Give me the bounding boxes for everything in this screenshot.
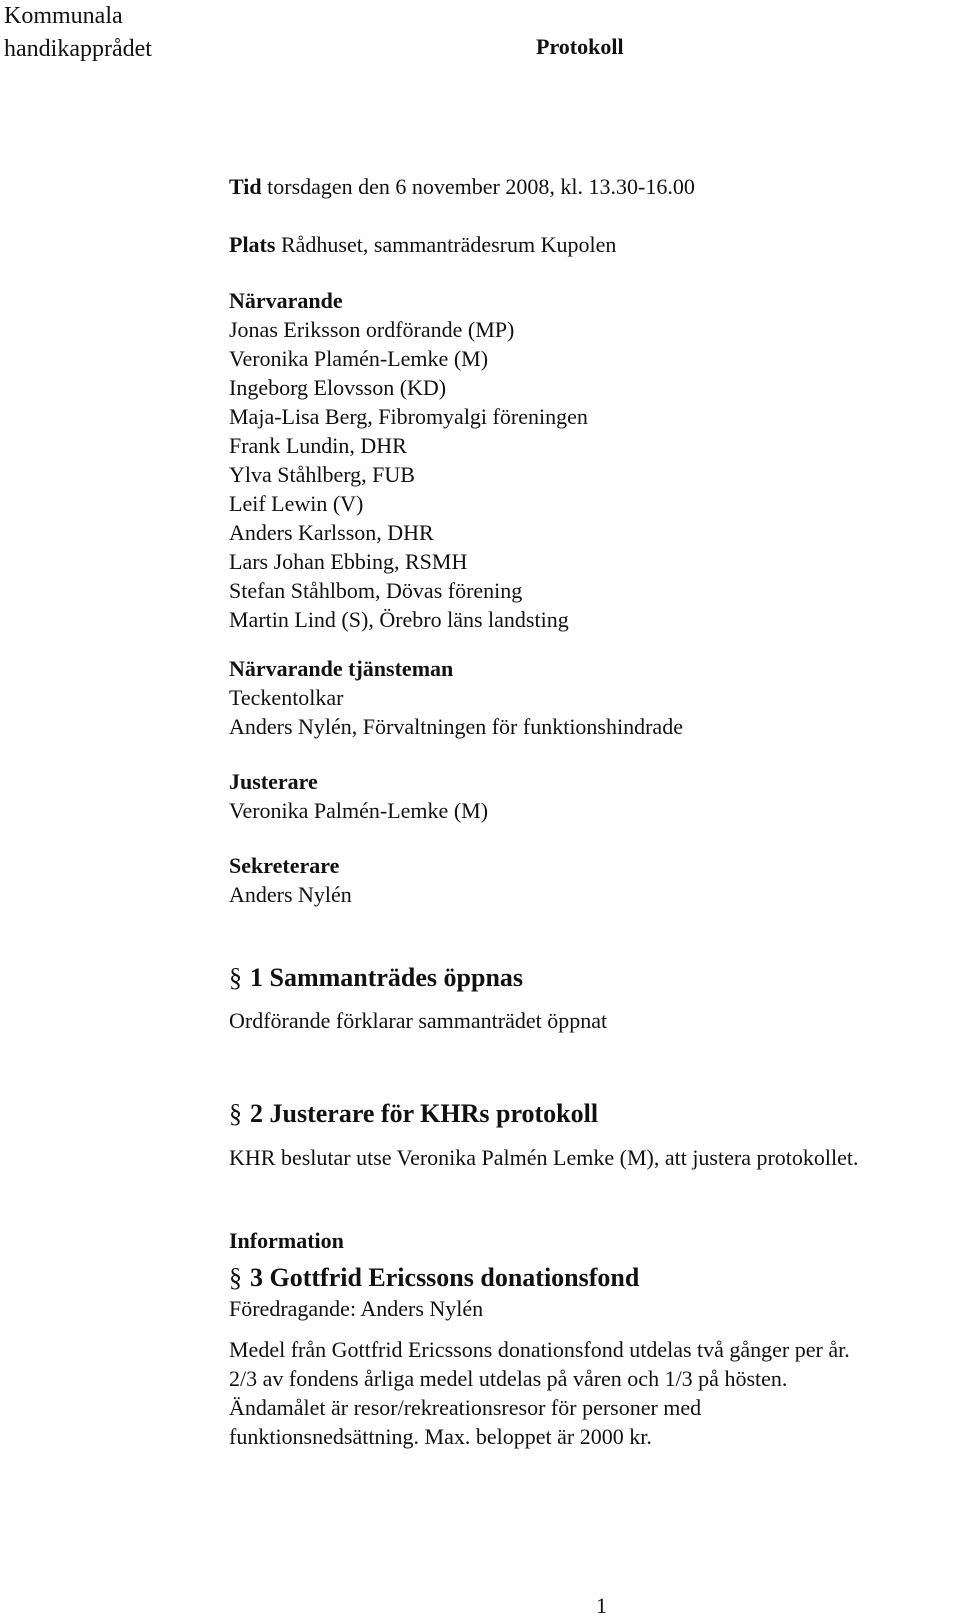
present-member: Maja-Lisa Berg, Fibromyalgi föreningen <box>229 404 588 429</box>
organization-name <box>4 0 152 66</box>
section-3-presenter: Föredragande: Anders Nylén <box>229 1296 484 1321</box>
present-member: Jonas Eriksson ordförande (MP) <box>229 317 515 342</box>
adjuster-name: Veronika Palmén-Lemke (M) <box>229 798 489 823</box>
secretary-section <box>229 851 352 909</box>
section-3-line: 2/3 av fondens årliga medel utdelas på våren och 1/3 på hösten. <box>229 1366 788 1391</box>
present-section <box>229 286 588 634</box>
organization-name-line2: handikapprådet <box>4 36 152 62</box>
section-2-title: 2 Justerare för KHRs protokoll <box>250 1099 599 1128</box>
present-member: Anders Karlsson, DHR <box>229 520 434 545</box>
section-2-text: KHR beslutar utse Veronika Palmén Lemke (M), att justera protokollet. <box>229 1145 859 1170</box>
official-member: Anders Nylén, Förvaltningen för funktionshindrade <box>229 714 683 739</box>
meeting-time <box>229 172 695 201</box>
secretary-heading: Sekreterare <box>229 853 340 878</box>
section-sign-icon: § <box>229 1263 242 1292</box>
organization-name-line1: Kommunala <box>4 3 123 29</box>
present-member: Martin Lind (S), Örebro läns landsting <box>229 607 569 632</box>
section-3-title: 3 Gottfrid Ericssons donationsfond <box>250 1263 640 1292</box>
section-sign-icon: § <box>229 963 242 992</box>
page-number: 1 <box>596 1593 607 1618</box>
meeting-time-label: Tid <box>229 174 262 199</box>
present-member: Ingeborg Elovsson (KD) <box>229 375 447 400</box>
officials-section <box>229 654 683 741</box>
present-member: Lars Johan Ebbing, RSMH <box>229 549 468 574</box>
section-3-heading <box>229 1261 639 1295</box>
section-2-heading <box>229 1097 598 1131</box>
adjuster-section <box>229 767 488 825</box>
section-3-line: Ändamålet är resor/rekreationsresor för personer med <box>229 1395 702 1420</box>
section-3-line: funktionsnedsättning. Max. beloppet är 2000 kr. <box>229 1424 652 1449</box>
officials-heading: Närvarande tjänsteman <box>229 656 454 681</box>
section-sign-icon: § <box>229 1099 242 1128</box>
information-heading: Information <box>229 1228 344 1253</box>
present-member: Leif Lewin (V) <box>229 491 364 516</box>
present-member: Stefan Ståhlbom, Dövas förening <box>229 578 523 603</box>
meeting-time-value: torsdagen den 6 november 2008, kl. 13.30-16.00 <box>267 174 695 199</box>
section-3-text <box>229 1335 850 1451</box>
present-member: Frank Lundin, DHR <box>229 433 407 458</box>
present-heading: Närvarande <box>229 288 343 313</box>
section-3-line: Medel från Gottfrid Ericssons donationsfond utdelas två gånger per år. <box>229 1337 850 1362</box>
secretary-name: Anders Nylén <box>229 882 352 907</box>
present-member: Veronika Plamén-Lemke (M) <box>229 346 489 371</box>
meeting-place <box>229 230 616 259</box>
meeting-place-value: Rådhuset, sammanträdesrum Kupolen <box>280 232 617 257</box>
document-title: Protokoll <box>536 34 624 59</box>
section-1-title: 1 Sammanträdes öppnas <box>250 963 524 992</box>
meeting-place-label: Plats <box>229 232 276 257</box>
adjuster-heading: Justerare <box>229 769 318 794</box>
official-member: Teckentolkar <box>229 685 344 710</box>
section-1-text: Ordförande förklarar sammanträdet öppnat <box>229 1008 608 1033</box>
present-member: Ylva Ståhlberg, FUB <box>229 462 415 487</box>
section-1-heading <box>229 961 523 995</box>
